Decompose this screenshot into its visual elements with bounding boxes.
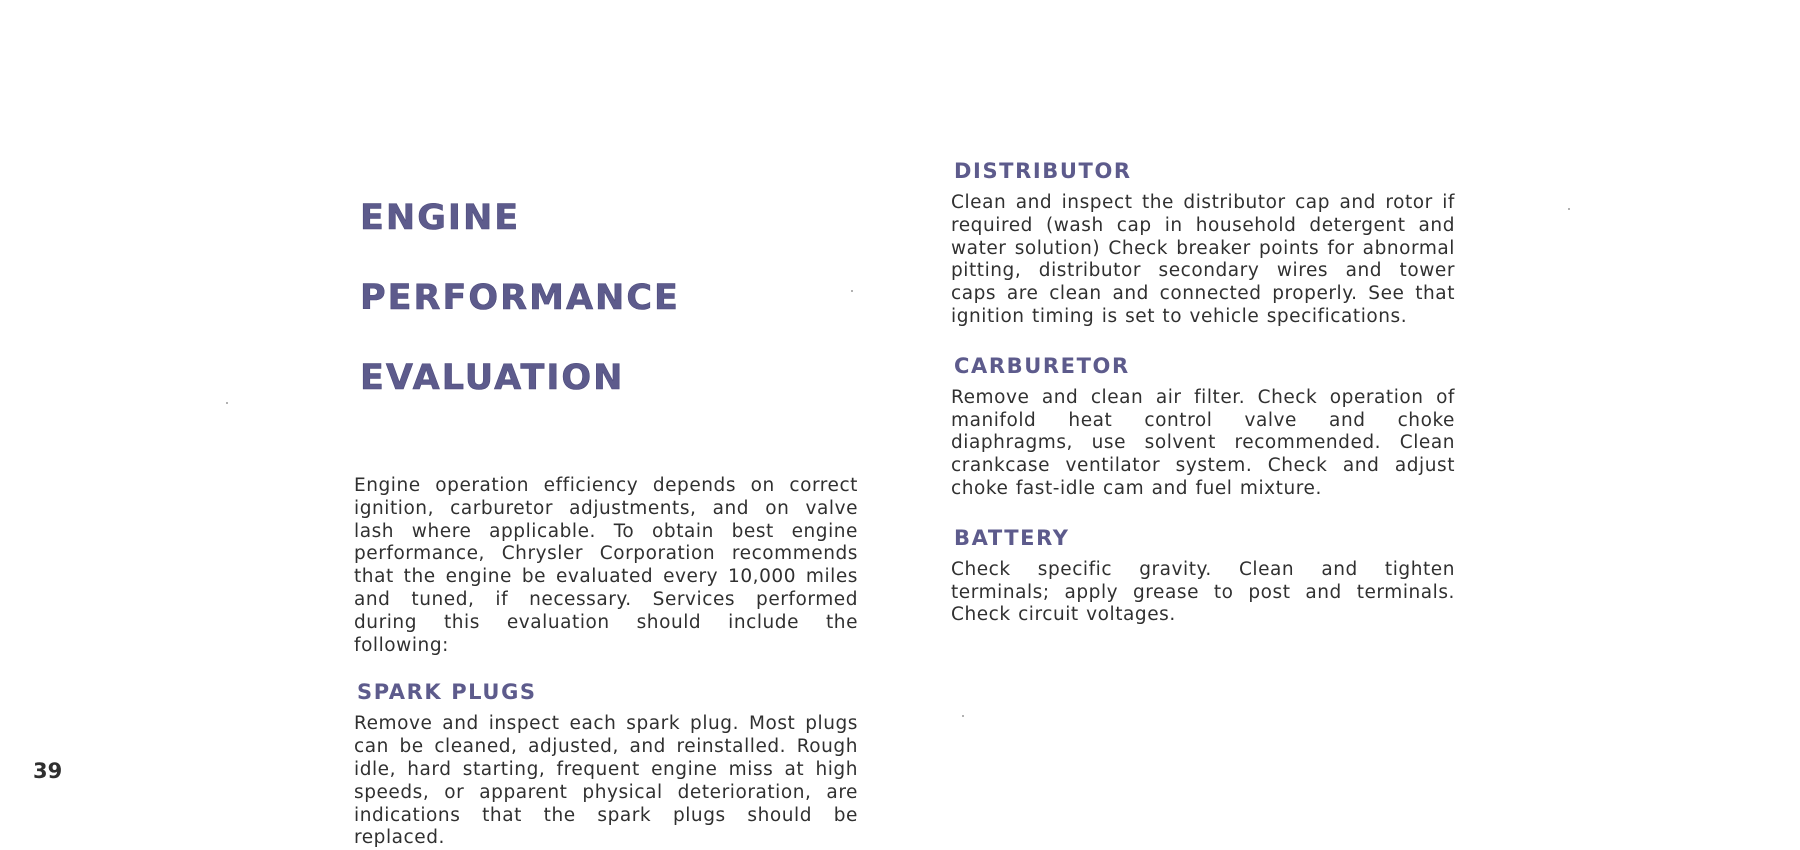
right-column [951,158,1455,627]
battery-heading: BATTERY [954,525,1070,550]
page-title [360,158,858,438]
spark-plugs-paragraph: Remove and inspect each spark plug. Most plugs can be cleaned, adjusted, and reinstalled. Rough idle, hard starting, frequent engine miss at high speeds, or apparent physical deterioration, are indications that the spark plugs should be replaced. [354,713,858,849]
carburetor-paragraph: Remove and clean air filter. Check operation of manifold heat control valve and choke diaphragms, use solvent recommended. Clean crankcase ventilator system. Check and adjust choke fast-idle cam and fuel mixture. [951,386,1455,499]
title-line: ENGINE [360,198,521,238]
title-line: EVALUATION [360,358,625,398]
battery-paragraph: Check specific gravity. Clean and tighten terminals; apply grease to post and terminals. Check circuit voltages. [951,558,1455,626]
paper-speck [851,290,853,292]
intro-paragraph: Engine operation efficiency depends on correct ignition, carburetor adjustments, and on valve lash where applicable. To obtain best engine performance, Chrysler Corporation recommends that the engine be evaluated every 10,000 miles and tuned, if necessary. Services performed during this evaluation should include the following: [354,475,858,656]
paper-speck [962,715,964,717]
carburetor-heading: CARBURETOR [954,353,1130,378]
distributor-heading: DISTRIBUTOR [954,159,1132,183]
left-column [354,158,858,850]
page-number: 39 [33,759,63,783]
paper-speck [226,402,228,404]
title-line: PERFORMANCE [360,278,680,318]
paper-speck [1568,208,1570,210]
spark-plugs-heading: SPARK PLUGS [357,680,537,705]
distributor-paragraph: Clean and inspect the distributor cap and rotor if required (wash cap in household detergent and water solution) Check breaker points for abnormal pitting, distributor secondary wires and tower caps are clean and connected properly. See that ignition timing is set to vehicle specifications. [951,192,1455,327]
